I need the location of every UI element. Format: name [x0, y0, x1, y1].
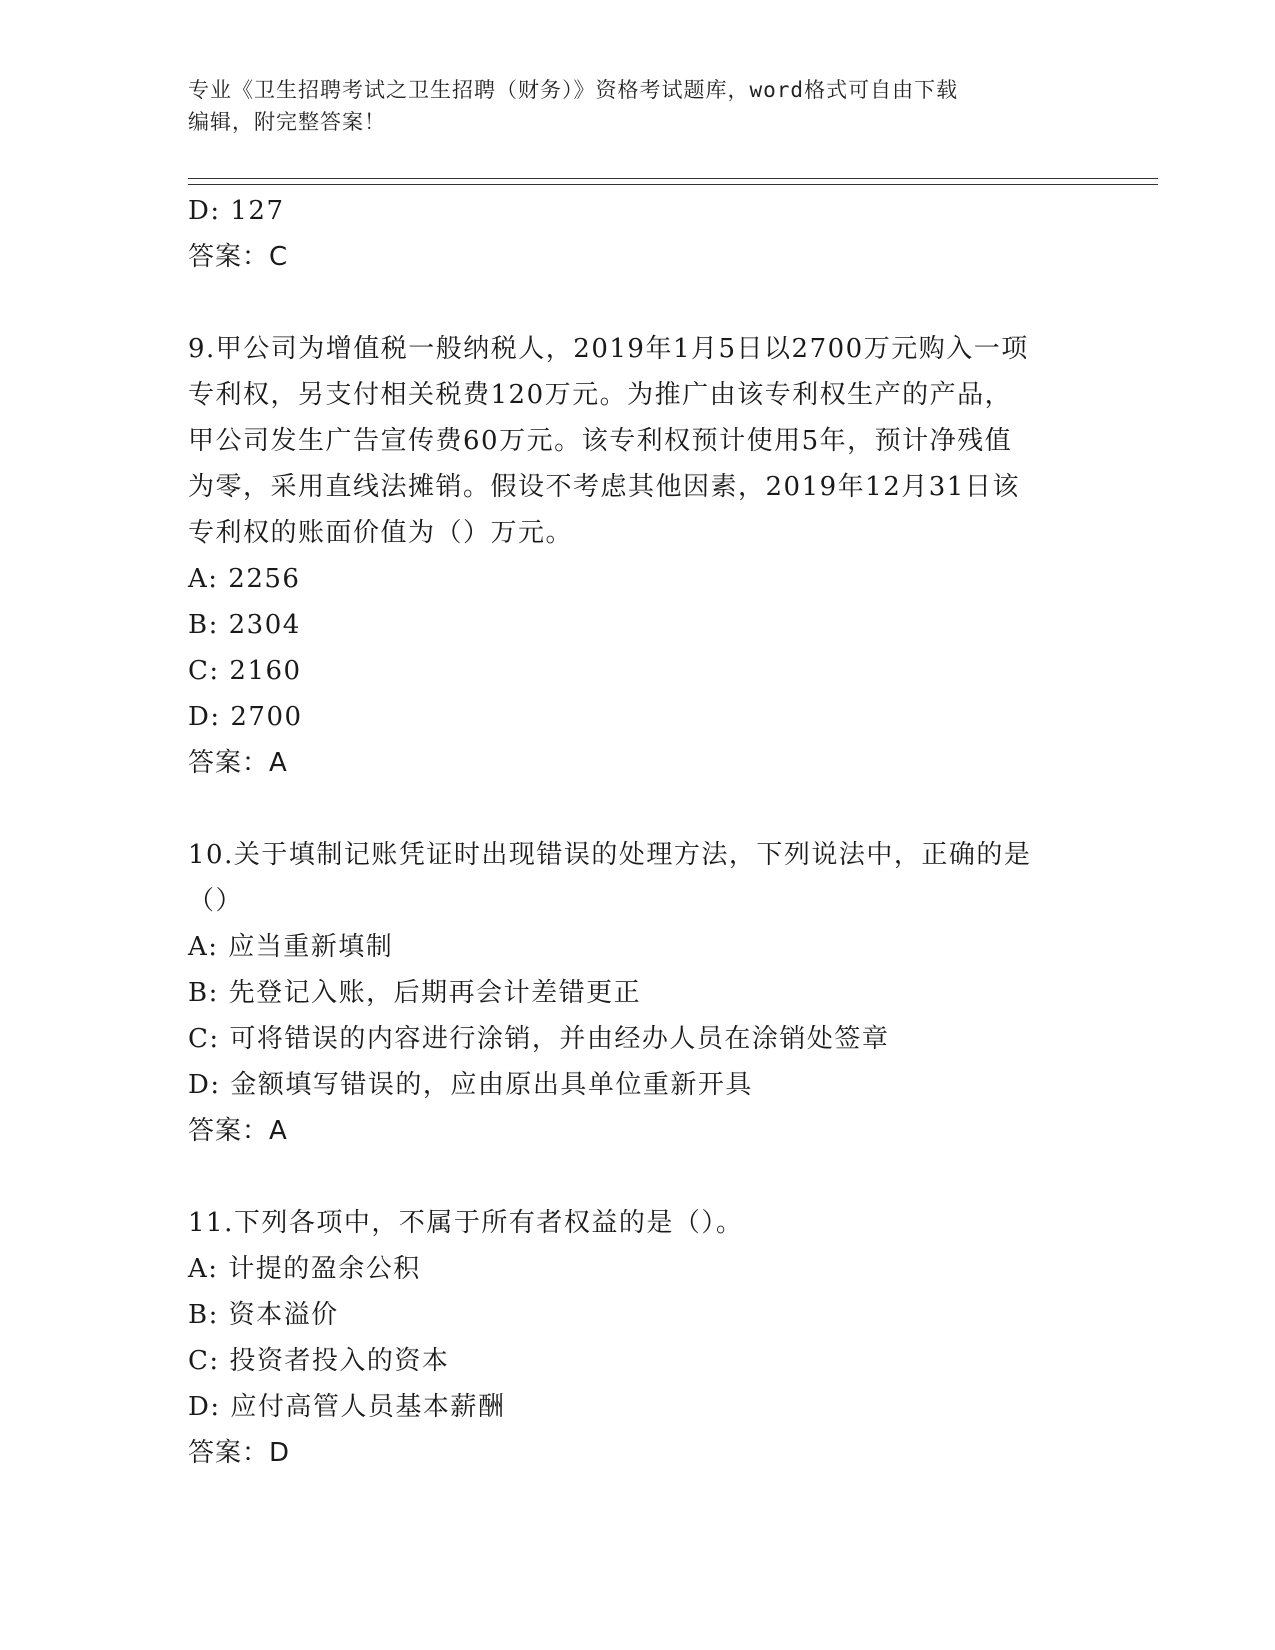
header-line-1: 专业《卫生招聘考试之卫生招聘（财务）》资格考试题库，word格式可自由下载 — [188, 78, 959, 102]
spacer — [188, 786, 1088, 832]
option-b: B: 资本溢价 — [188, 1300, 339, 1330]
question-stem-line: 9.甲公司为增值税一般纳税人，2019年1月5日以2700万元购入一项 — [188, 334, 1029, 364]
question-stem-line: 专利权，另支付相关税费120万元。为推广由该专利权生产的产品， — [188, 380, 1013, 410]
question-stem-line: 10.关于填制记账凭证时出现错误的处理方法，下列说法中，正确的是 — [188, 840, 1032, 870]
option-d: D: 2700 — [188, 702, 303, 732]
option-a: A: 应当重新填制 — [188, 932, 394, 962]
option-c: C: 2160 — [188, 656, 302, 686]
answer: 答案：A — [188, 748, 288, 778]
question-stem-line: 甲公司发生广告宣传费60万元。该专利权预计使用5年，预计净残值 — [188, 426, 1013, 456]
option-a: A: 2256 — [188, 564, 301, 594]
prev-option-d: D: 127 — [188, 196, 285, 226]
option-d: D: 应付高管人员基本薪酬 — [188, 1392, 506, 1422]
header-divider — [188, 178, 1158, 185]
question-11 — [188, 1200, 1088, 1476]
option-c: C: 可将错误的内容进行涂销，并由经办人员在涂销处签章 — [188, 1024, 890, 1054]
question-stem-line: 为零，采用直线法摊销。假设不考虑其他因素，2019年12月31日该 — [188, 472, 1020, 502]
answer: 答案：A — [188, 1116, 288, 1146]
option-c: C: 投资者投入的资本 — [188, 1346, 450, 1376]
question-10 — [188, 832, 1088, 1154]
option-a: A: 计提的盈余公积 — [188, 1254, 421, 1284]
question-9 — [188, 326, 1088, 786]
spacer — [188, 1154, 1088, 1200]
option-b: B: 2304 — [188, 610, 301, 640]
question-stem-line: 11.下列各项中，不属于所有者权益的是（）。 — [188, 1208, 744, 1238]
header-line-2: 编辑，附完整答案！ — [188, 110, 386, 134]
option-b: B: 先登记入账，后期再会计差错更正 — [188, 978, 642, 1008]
question-stem-line: （） — [188, 886, 244, 916]
prev-answer: 答案：C — [188, 242, 289, 272]
spacer — [188, 280, 1088, 326]
page-header — [188, 74, 1068, 138]
option-d: D: 金额填写错误的，应由原出具单位重新开具 — [188, 1070, 753, 1100]
answer: 答案：D — [188, 1438, 291, 1468]
question-stem-line: 专利权的账面价值为（）万元。 — [188, 518, 574, 548]
document-body — [188, 188, 1088, 1476]
